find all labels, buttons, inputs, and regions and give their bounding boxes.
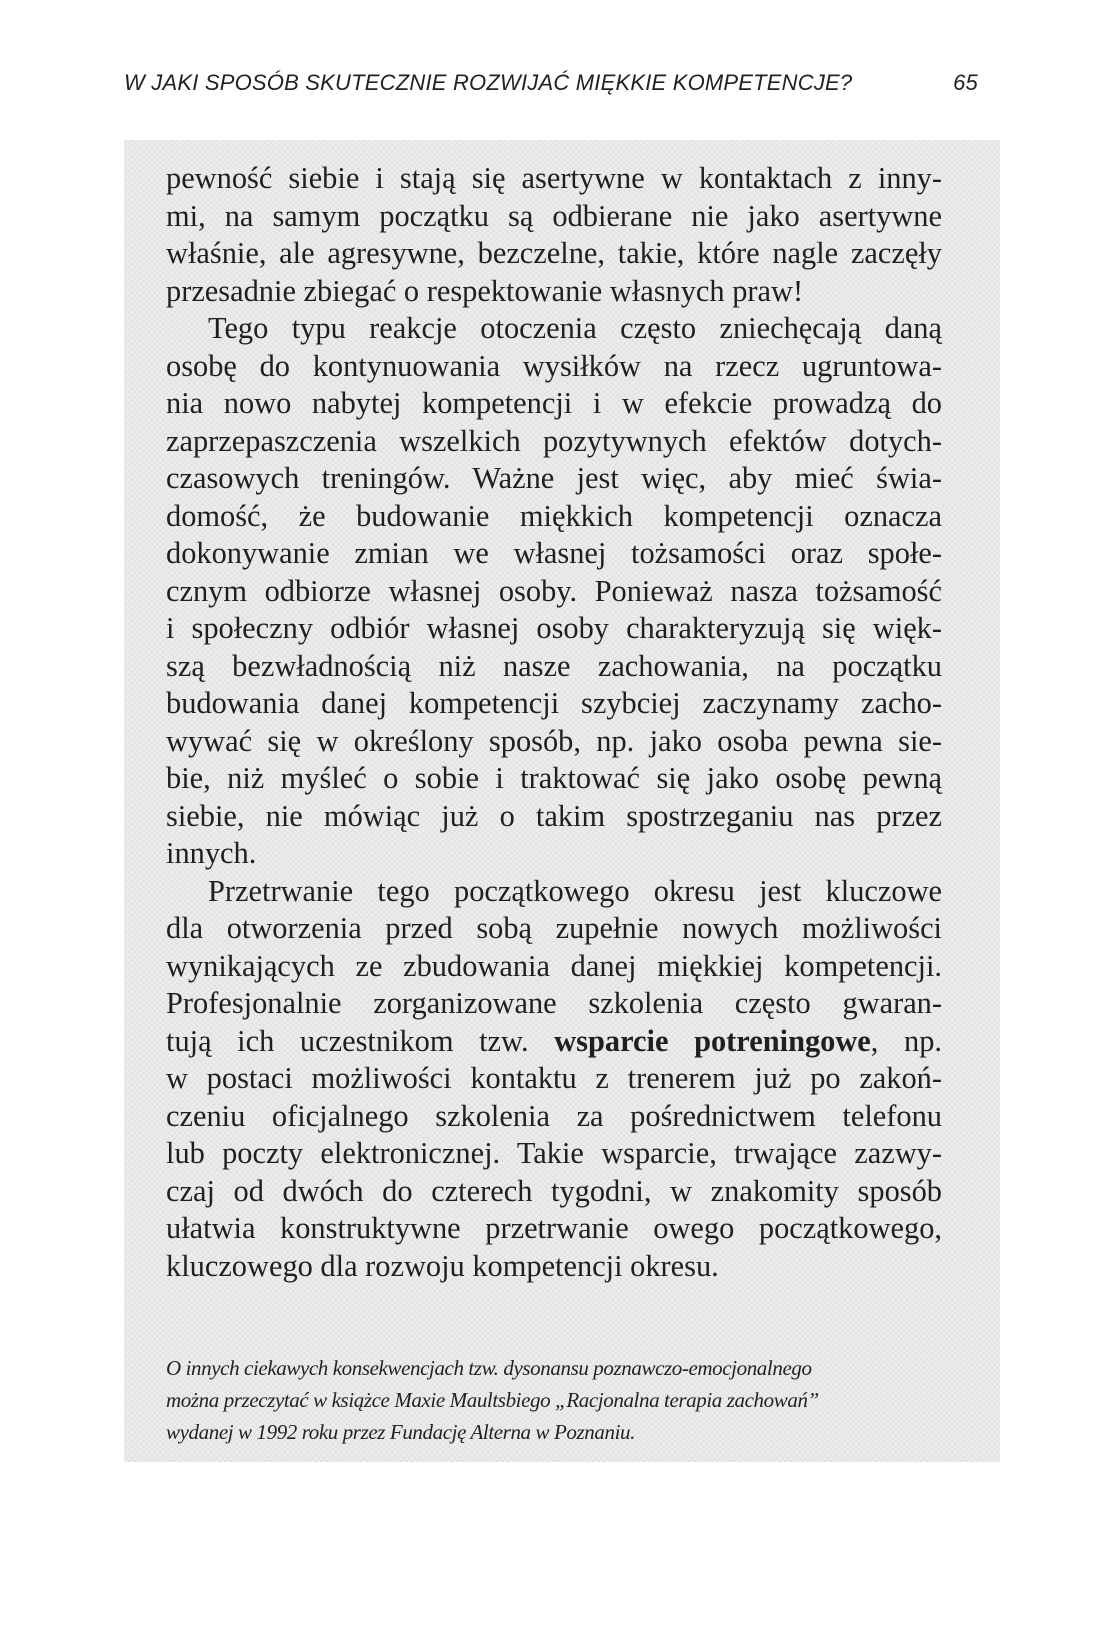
body-text xyxy=(166,160,942,1285)
page-number: 65 xyxy=(953,70,978,95)
text-line: wynikających ze zbudowania danej miękkiej kompetencji. xyxy=(166,948,942,983)
text-line: innych. xyxy=(166,836,257,870)
text-line: dokonywanie zmian we własnej tożsamości oraz społe- xyxy=(166,536,942,570)
text-line: domość, że budowanie miękkich kompetencji oznacza xyxy=(166,498,942,533)
text-line: kluczowego dla rozwoju kompetencji okresu. xyxy=(166,1248,719,1283)
text-line-with-bold-term xyxy=(166,1023,942,1061)
text-line: ułatwia konstruktywne przetrwanie owego początkowego, xyxy=(166,1211,942,1245)
text-line: lub poczty elektronicznej. Takie wsparcie, trwające zazwy- xyxy=(166,1136,942,1170)
text-line: i społeczny odbiór własnej osoby charakteryzują się więk- xyxy=(166,611,942,645)
text-line: osobę do kontynuowania wysiłków na rzecz ugruntowa- xyxy=(166,348,942,383)
footnote-line: można przeczytać w książce Maxie Maultsbiego „Racjonalna terapia zachowań” xyxy=(166,1388,819,1412)
text-line: nia nowo nabytej kompetencji i w efekcie prowadzą do xyxy=(166,386,942,420)
text-line: Tego typu reakcje otoczenia często zniechęcają daną xyxy=(208,311,942,345)
text-line: zaprzepaszczenia wszelkich pozytywnych efektów dotych- xyxy=(166,423,942,458)
bold-term: wsparcie potreningowe xyxy=(554,1023,871,1058)
text-line: budowania danej kompetencji szybciej zaczynamy zacho- xyxy=(166,686,942,720)
text-line: przesadnie zbiegać o respektowanie własnych praw! xyxy=(166,273,804,308)
text-line: mi, na samym początku są odbierane nie jako asertywne xyxy=(166,198,942,233)
text-line: siebie, nie mówiąc już o takim spostrzeganiu nas przez xyxy=(166,798,942,833)
text-line: szą bezwładnością niż nasze zachowania, na początku xyxy=(166,648,942,683)
text-line: właśnie, ale agresywne, bezczelne, takie, które nagle zaczęły xyxy=(166,236,942,270)
text-line: pewność siebie i stają się asertywne w kontaktach z inny- xyxy=(166,161,942,195)
running-head xyxy=(124,70,978,104)
text-line: Przetrwanie tego początkowego okresu jest kluczowe xyxy=(208,873,942,908)
footnote xyxy=(166,1352,942,1448)
text-line: w postaci możliwości kontaktu z trenerem już po zakoń- xyxy=(166,1061,942,1095)
footnote-line: wydanej w 1992 roku przez Fundację Alterna w Poznaniu. xyxy=(166,1420,635,1444)
text-line: czeniu oficjalnego szkolenia za pośrednictwem telefonu xyxy=(166,1098,942,1133)
text-fragment: tują ich uczestnikom tzw. xyxy=(166,1023,555,1058)
text-line: Profesjonalnie zorganizowane szkolenia często gwaran- xyxy=(166,986,942,1020)
chapter-title: W JAKI SPOSÓB SKUTECZNIE ROZWIJAĆ MIĘKKIE KOMPETENCJE? xyxy=(124,70,853,95)
text-line: dla otworzenia przed sobą zupełnie nowych możliwości xyxy=(166,911,942,945)
text-line: czasowych treningów. Ważne jest więc, aby mieć świa- xyxy=(166,461,942,495)
footnote-line: O innych ciekawych konsekwencjach tzw. dysonansu poznawczo-emocjonalnego xyxy=(166,1356,812,1380)
text-line: bie, niż myśleć o sobie i traktować się jako osobę pewną xyxy=(166,761,942,795)
text-line: czaj od dwóch do czterech tygodni, w znakomity sposób xyxy=(166,1173,942,1208)
text-line: cznym odbiorze własnej osoby. Ponieważ nasza tożsamość xyxy=(166,573,942,608)
text-line: wywać się w określony sposób, np. jako osoba pewna sie- xyxy=(166,723,942,758)
text-fragment: , np. xyxy=(870,1023,942,1058)
